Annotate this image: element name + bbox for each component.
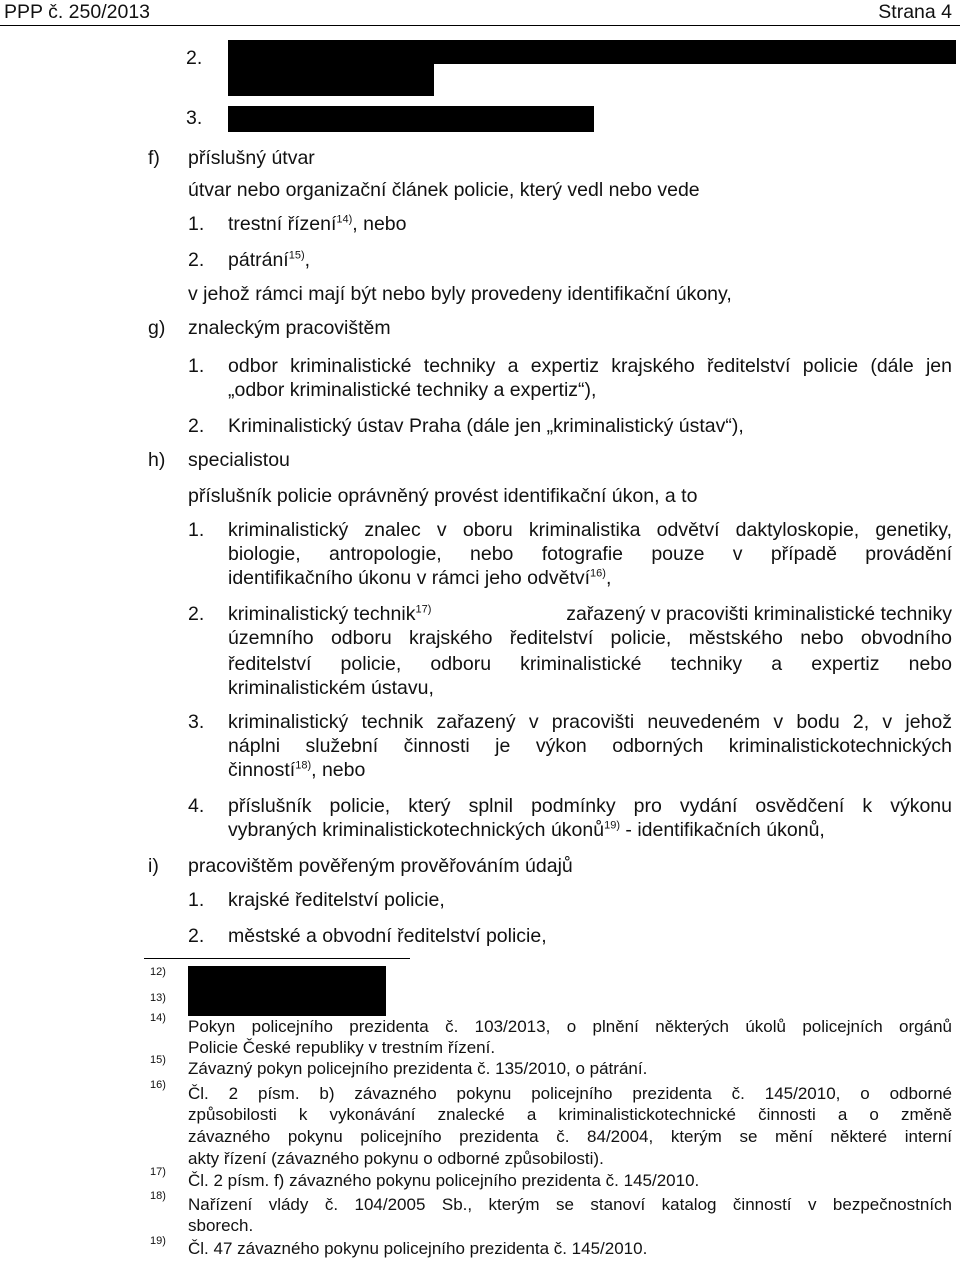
list-item: [228, 248, 310, 272]
item-number: 2.: [188, 603, 205, 625]
item-number: 1.: [188, 355, 205, 377]
item-text: „odbor kriminalistické techniky a expertiz“),: [228, 379, 597, 401]
item-text: kriminalistický technik zařazený v pracovišti neuvedeném v bodu 2, v jehož: [228, 711, 952, 733]
footnote-number: 19): [150, 1235, 166, 1247]
footnote-ref: 16): [590, 567, 606, 580]
section-marker: f): [148, 147, 160, 169]
item-number: 2.: [186, 47, 203, 69]
item-number: 3.: [188, 711, 205, 733]
item-text: , nebo: [352, 213, 407, 235]
item-number: 1.: [188, 519, 205, 541]
item-text: kriminalistický znalec v oboru kriminalistika odvětví daktyloskopie, genetiky,: [228, 519, 952, 541]
item-text: Kriminalistický ústav Praha (dále jen „kriminalistický ústav“),: [228, 415, 744, 437]
item-text: [228, 758, 365, 782]
item-number: 2.: [188, 249, 205, 271]
section-title: pracovištěm pověřeným prověřováním údajů: [188, 855, 573, 877]
section-title: znaleckým pracovištěm: [188, 317, 391, 339]
item-number: 2.: [188, 925, 205, 947]
item-text: příslušník policie, který splnil podmínky pro vydání osvědčení k výkonu: [228, 795, 952, 817]
section-marker: g): [148, 317, 166, 339]
item-text: územního odboru krajského ředitelství policie, městského nebo obvodního: [228, 627, 952, 649]
list-item: [228, 212, 407, 236]
redaction-block: [228, 106, 594, 132]
footnote-text: Nařízení vlády č. 104/2005 Sb., kterým se stanoví katalog činností v bezpečnostních: [188, 1195, 952, 1214]
footnote-text: Čl. 2 písm. f) závazného pokynu policejního prezidenta č. 145/2010.: [188, 1171, 700, 1190]
footnote-separator: [144, 958, 410, 959]
item-text: odbor kriminalistické techniky a expertiz krajského ředitelství policie (dále jen: [228, 355, 952, 377]
section-title: specialistou: [188, 449, 290, 471]
item-text: kriminalistickém ústavu,: [228, 677, 434, 699]
footnote-text: sborech.: [188, 1216, 254, 1235]
section-title: příslušný útvar: [188, 147, 315, 169]
item-text: zařazený v pracovišti kriminalistické techniky: [566, 603, 952, 625]
item-text: trestní řízení: [228, 213, 337, 235]
redaction-block: [188, 966, 386, 1016]
item-number: 2.: [188, 415, 205, 437]
item-text: pátrání: [228, 249, 289, 271]
footnote-text: způsobilosti k vykonávání znalecké a kriminalistickotechnické činnosti a o změně: [188, 1105, 952, 1124]
footnote-number: 16): [150, 1079, 166, 1091]
item-text: [228, 602, 431, 626]
item-text: biologie, antropologie, nebo fotografie pouze v případě provádění: [228, 543, 952, 565]
footnote-text: Policie České republiky v trestním řízení.: [188, 1038, 496, 1057]
item-text: městské a obvodní ředitelství policie,: [228, 925, 547, 947]
footnote-number: 18): [150, 1190, 166, 1202]
footnote-text: Závazný pokyn policejního prezidenta č. 135/2010, o pátrání.: [188, 1059, 648, 1078]
item-text-segment: kriminalistický technik: [228, 603, 416, 625]
item-text-segment: - identifikačních úkonů,: [619, 819, 825, 841]
item-text: ,: [304, 249, 311, 271]
item-number: 1.: [188, 889, 205, 911]
item-number: 3.: [186, 107, 203, 129]
footnote-number: 14): [150, 1012, 166, 1024]
item-number: 4.: [188, 795, 205, 817]
footnote-number: 17): [150, 1166, 166, 1178]
item-text-segment: činností: [228, 759, 296, 781]
item-text-segment: identifikačního úkonu v rámci jeho odvětví: [228, 567, 591, 589]
footnote-text: akty řízení (závazného pokynu o odborné způsobilosti).: [188, 1149, 604, 1168]
footnote-text: Čl. 2 písm. b) závazného pokynu policejního prezidenta č. 145/2010, o odborné: [188, 1084, 952, 1103]
section-marker: i): [148, 855, 159, 877]
item-text: [228, 818, 825, 842]
footnote-text: Čl. 47 závazného pokynu policejního prezidenta č. 145/2010.: [188, 1239, 648, 1258]
footnote-number: 15): [150, 1054, 166, 1066]
header-left: PPP č. 250/2013: [4, 1, 151, 23]
redaction-block: [228, 62, 434, 96]
footnote-number: 12): [150, 966, 166, 978]
header-right: Strana 4: [878, 1, 952, 23]
item-text: náplni služební činnosti je výkon odborných kriminalistickotechnických: [228, 735, 952, 757]
footnote-ref: 18): [295, 759, 312, 772]
footnote-text: Pokyn policejního prezidenta č. 103/2013, o plnění některých úkolů policejních orgánů: [188, 1017, 952, 1036]
paragraph-text: útvar nebo organizační článek policie, který vedl nebo vede: [188, 179, 700, 201]
item-text: [228, 566, 611, 590]
item-text-segment: , nebo: [311, 759, 366, 781]
item-text: ředitelství policie, odboru kriminalistické techniky a expertiz nebo: [228, 653, 952, 675]
item-text-segment: ,: [605, 567, 612, 589]
footnote-ref: 14): [336, 213, 353, 226]
footnote-ref: 19): [604, 819, 620, 832]
footnote-text: závazného pokynu policejního prezidenta č. 84/2004, kterým se mění některé interní: [188, 1127, 952, 1146]
item-text-segment: vybraných kriminalistickotechnických úkonů: [228, 819, 605, 841]
footnote-ref: 15): [288, 249, 305, 262]
header-rule: [0, 25, 960, 26]
paragraph-text: v jehož rámci mají být nebo byly provedeny identifikační úkony,: [188, 283, 732, 305]
item-number: 1.: [188, 213, 205, 235]
item-text: krajské ředitelství policie,: [228, 889, 445, 911]
paragraph-text: příslušník policie oprávněný provést identifikační úkon, a to: [188, 485, 698, 507]
redaction-block: [228, 40, 956, 64]
footnote-ref: 17): [415, 603, 432, 616]
footnote-number: 13): [150, 992, 166, 1004]
section-marker: h): [148, 449, 166, 471]
